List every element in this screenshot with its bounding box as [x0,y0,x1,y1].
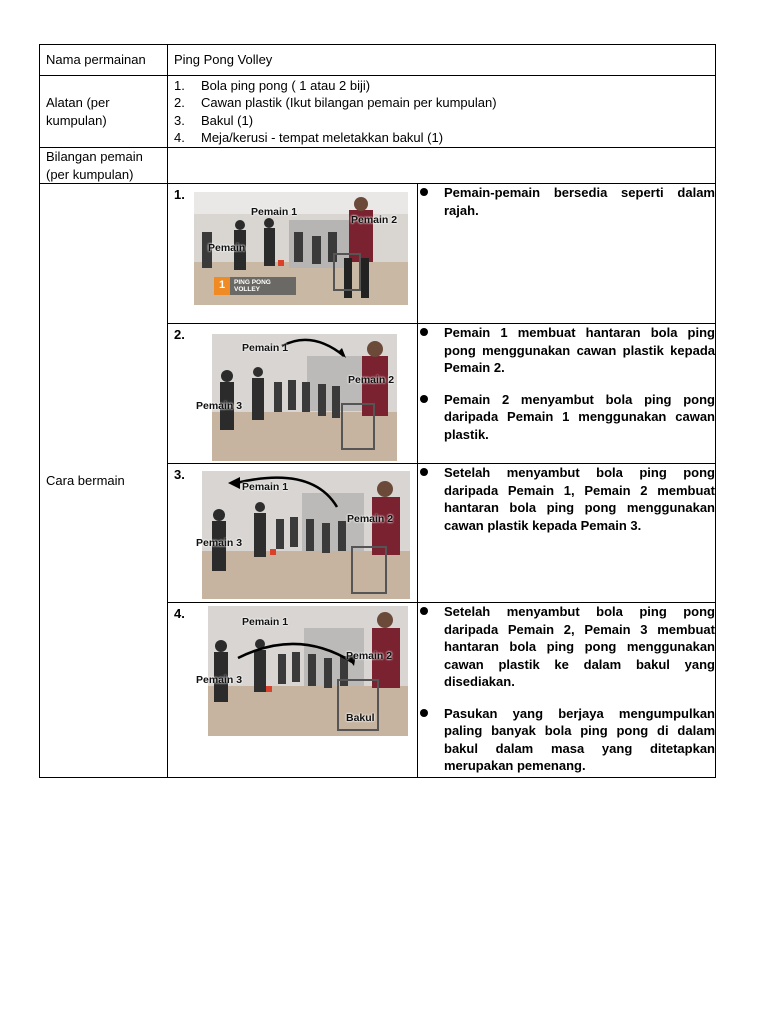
photo-label-pemain-3: Pemain 3 [196,400,243,412]
tools-item: 2. Cawan plastik (Ikut bilangan pemain per kumpulan) [174,95,497,110]
photo-label-pemain-2: Pemain 2 [346,650,393,662]
game-name: Ping Pong Volley [168,45,716,76]
step-3-photo [196,471,410,599]
tools-item: 3. Bakul (1) [174,112,254,128]
howto-label: Cara bermain [40,184,168,778]
game-table [39,44,716,778]
players-label: Bilangan pemain (per kumpulan) [40,148,168,184]
bullet-icon [418,705,444,775]
step-3-desc [418,464,716,603]
step-number: 1. [174,187,185,202]
photo-label-pemain-2: Pemain 2 [351,214,398,226]
ping-pong-volley-badge: 1 PING PONG VOLLEY [214,277,296,295]
photo-label-bakul: Bakul [346,712,375,724]
step-4-photo-cell [168,603,418,778]
step-number: 2. [174,327,185,342]
step-number: 4. [174,606,185,621]
step-bullet: Pemain 1 membuat hantaran bola ping pong menggunakan cawan plastik kepada Pemain 2. [418,324,715,377]
step-bullet: Pasukan yang berjaya mengumpulkan paling banyak bola ping pong di dalam bakul dalam masa yang ditetapkan merupakan pemenang. [418,705,715,775]
photo-label-pemain-1: Pemain 1 [242,616,289,628]
players-value [168,148,716,184]
step-bullet: Setelah menyambut bola ping pong daripada Pemain 1, Pemain 2 membuat hantaran bola ping pong menggunakan cawan plastik kepada Pemain 3. [418,464,715,534]
tools-list [168,77,715,147]
step-2-desc [418,324,716,464]
photo-label-pemain-2: Pemain 2 [348,374,395,386]
bullet-icon [418,464,444,534]
tools-cell [168,76,716,148]
step-bullet: Pemain-pemain bersedia seperti dalam rajah. [418,184,715,219]
step-1-desc [418,184,716,324]
tools-item: 1. Bola ping pong ( 1 atau 2 biji) [174,77,371,93]
step-bullet: Pemain 2 menyambut bola ping pong daripada Pemain 1 menggunakan cawan plastik. [418,391,715,444]
photo-label-pemain-1: Pemain 1 [242,342,289,354]
tools-item: 4. Meja/kerusi - tempat meletakkan bakul (1) [174,130,444,145]
photo-label-pemain-2: Pemain 2 [347,513,394,525]
photo-label-pemain-1: Pemain 1 [242,481,289,493]
photo-label-pemain-3: Pemain [208,242,246,254]
bullet-icon [418,603,444,691]
step-3-photo-cell [168,464,418,603]
step-bullet: Setelah menyambut bola ping pong daripada Pemain 2, Pemain 3 membuat hantaran bola ping pong menggunakan cawan plastik ke dalam bakul yang disediakan. [418,603,715,691]
step-1-photo [194,192,408,305]
photo-label-pemain-3: Pemain 3 [196,537,243,549]
bullet-icon [418,324,444,377]
step-4-photo [196,606,408,736]
step-number: 3. [174,467,185,482]
photo-label-pemain-3: Pemain 3 [196,674,243,686]
tools-label: Alatan (per kumpulan) [40,76,168,148]
step-1-photo-cell [168,184,418,324]
step-2-photo [196,334,397,461]
photo-label-pemain-1: Pemain 1 [251,206,298,218]
bullet-icon [418,184,444,219]
bullet-icon [418,391,444,444]
step-4-desc [418,603,716,778]
name-label: Nama permainan [40,45,168,76]
step-2-photo-cell [168,324,418,464]
